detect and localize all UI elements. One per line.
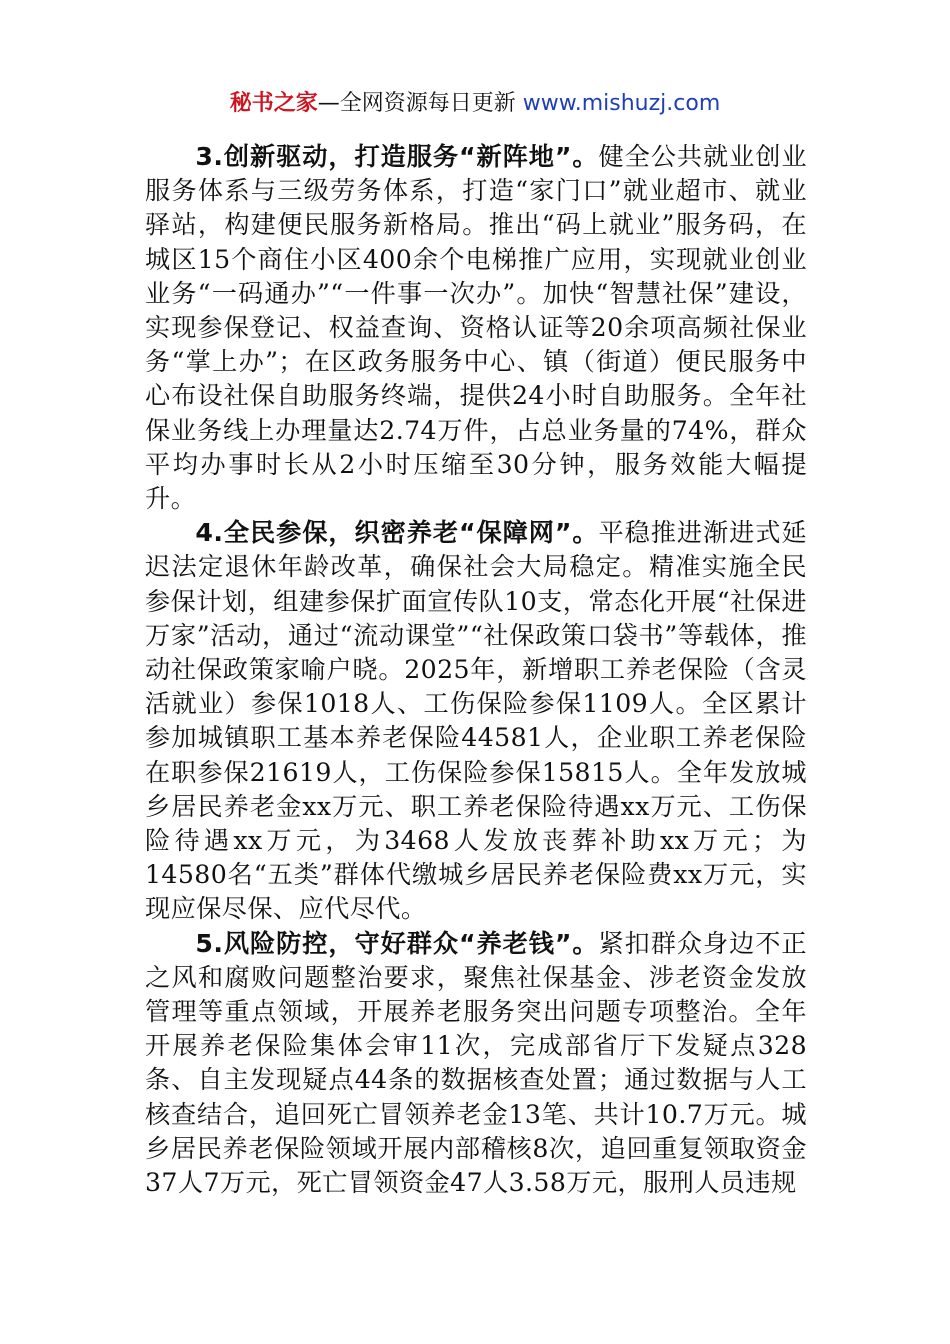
paragraph-3-heading: 3.创新驱动，打造服务“新阵地”。	[195, 142, 599, 171]
paragraph-4-text: 平稳推进渐进式延迟法定退休年龄改革，确保社会大局稳定。精准实施全民参保计划，组建参保扩面宣传队10支，常态化开展“社保进万家”活动，通过“流动课堂”“社保政策口袋书”等载体，推动社保政策家喻户晓。2025年，新增职工养老保险（含灵活就业）参保1018人、工伤保险参保1109人。全区累计参加城镇职工基本养老保险44581人，企业职工养老保险在职参保21619人，工伤保险参保15815人。全年发放城乡居民养老金xx万元、职工养老保险待遇xx万元、工伤保险待遇xx万元，为3468人发放丧葬补助xx万元；为14580名“五类”群体代缴城乡居民养老保险费xx万元，实现应保尽保、应代尽代。	[145, 518, 807, 924]
paragraph-3-text: 健全公共就业创业服务体系与三级劳务体系，打造“家门口”就业超市、就业驿站，构建便民服务新格局。推出“码上就业”服务码，在城区15个商住小区400余个电梯推广应用，实现就业创业业务“一码通办”“一件事一次办”。加快“智慧社保”建设，实现参保登记、权益查询、资格认证等20余项高频社保业务“掌上办”；在区政务服务中心、镇（街道）便民服务中心布设社保自助服务终端，提供24小时自助服务。全年社保业务线上办理量达2.74万件，占总业务量的74%，群众平均办事时长从2小时压缩至30分钟，服务效能大幅提升。	[145, 142, 807, 514]
paragraph-5	[145, 927, 807, 1201]
document-body	[145, 140, 807, 1200]
paragraph-4-heading: 4.全民参保，织密养老“保障网”。	[195, 518, 599, 548]
site-slogan: —全网资源每日更新	[317, 91, 516, 116]
site-url-link[interactable]: www.mishuzj.com	[522, 91, 721, 116]
paragraph-5-text: 紧扣群众身边不正之风和腐败问题整治要求，聚焦社保基金、涉老资金发放管理等重点领域，开展养老服务突出问题专项整治。全年开展养老保险集体会审11次，完成部省厅下发疑点328条、自主发现疑点44条的数据核查处置；通过数据与人工核查结合，追回死亡冒领养老金13笔、共计10.7万元。城乡居民养老保险领域开展内部稽核8次，追回重复领取资金37人7万元，死亡冒领资金47人3.58万元，服刑人员违规	[145, 928, 807, 1198]
paragraph-5-heading: 5.风险防控，守好群众“养老钱”。	[195, 928, 599, 958]
paragraph-3	[145, 140, 807, 516]
site-brand: 秘书之家	[229, 91, 318, 116]
site-header	[0, 88, 950, 120]
paragraph-4	[145, 516, 807, 926]
